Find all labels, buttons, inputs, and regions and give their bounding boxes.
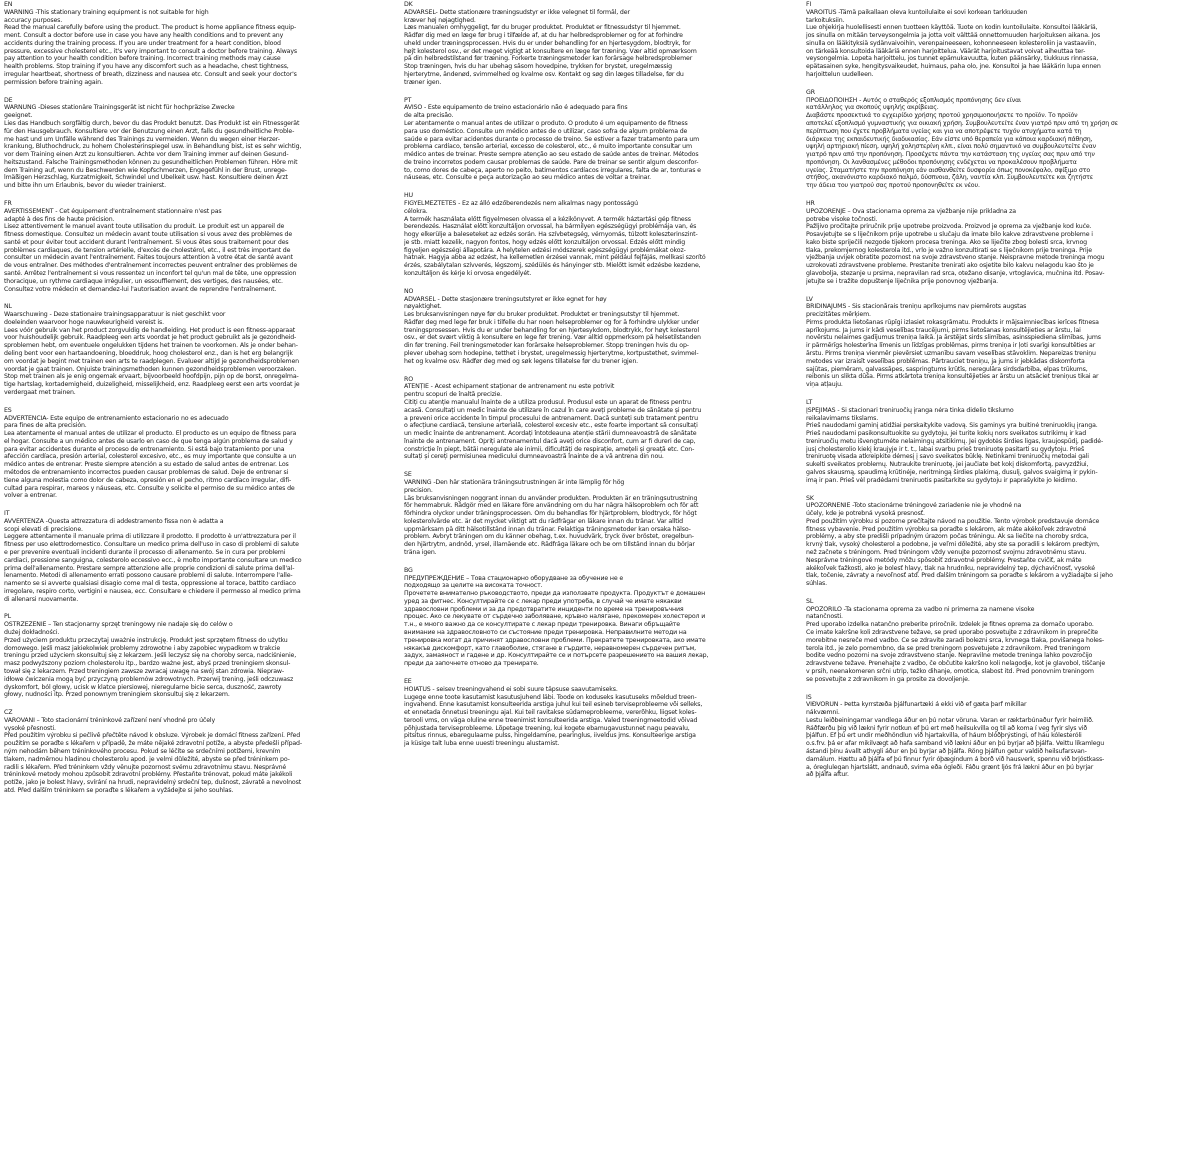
warning-section-hu [404,192,788,278]
warning-text-line: tował się z lekarzem. Przed treningiem zawsze zwracaj uwagę na swój stan zdrowia. Niepraw- [4,667,284,675]
warning-section-fr [4,200,388,293]
warning-text-line: santé. Arrêtez l'entraînement si vous ressentez un inconfort tel qu'un mal de tête, une oppression [4,270,297,277]
warning-text-line: tlakem, nadměrnou hladinou cholesterolu apod. je velmi důležité, abyste se před tréninkem po- [4,755,290,763]
warning-text-line: Pirms produkta lietošanas rūpīgi izlasiet rokasgrāmatu. Produkts ir mājsaimniecības ierīces fitnesa [806,318,1099,326]
warning-text-line: namento se si avverte qualsiasi disagio come mal di testa, oppressione al torace, battito cardiaco [4,580,296,588]
warning-section-lv [806,296,1190,389]
warning-text-line: på din helbredstilstand før træning. Forkerte træningsmetoder kan forårsage helbredsproblemer [404,55,693,63]
warning-text-line: Consultez votre médecin et demandez-lui l'autorisation avant de reprendre l'entraînement. [4,285,277,293]
warning-text-line: ĮSPĖJIMAS - Ši stacionari treniruočių įranga nėra tinka didelio tikslumo [806,406,1014,414]
warning-text-line: se posvetujte z zdravnikom in ga prosite za dovoljenje. [806,675,970,683]
language-code: LT [806,398,813,406]
warning-text-line: BRĪDINĀJUMS - Šis stacionārais treniņu aprīkojums nav piemērots augstas [806,303,1027,311]
warning-text-line: Læs manualen omhyggeligt, før du bruger produktet. Produktet er fitnessudstyr til hjemmet. [404,24,681,32]
warning-text-line: heitszustand. Falsche Trainingsmethoden können zu gesundheitlichen Problemen führen. Höre mit [4,158,298,166]
warning-text-line: dem Training auf, wenn du Beschwerden wie Kopfschmerzen, Engegefühl in der Brust, unrege- [4,166,287,174]
warning-text-line: Διαβάστε προσεκτικά το εγχειρίδιο χρήσης προτού χρησιμοποιήσετε το προϊόν. Το προϊόν [806,112,1078,120]
warning-text-line: treningu przed użyciem skonsultuj się z lekarzem. Jeśli leczysz się na choroby serca, nadciśnienie, [4,652,297,660]
warning-text-line: γιατρό πριν από την προπόνηση. Προσέχετε πάντα την κατάσταση της υγείας σας πριν από την [806,151,1095,159]
warning-text-line: głowy, nudności itp. Przed ponownym treningiem skonsultuj się z lekarzem. [4,691,230,699]
column-middle [404,1,788,758]
warning-text-line: hjerterytme, åndenød, svimmelhed og kvalme osv. Kontakt og søg din læges tilladelse, før du [404,71,684,79]
warning-text-line: damálum. Hættu að þjálfa ef þú finnur fyrir óþægindum á borð við hausverk, spennu við brjóstkass- [806,755,1105,763]
warning-text-line: процес. Ако се лекувате от сърдечно заболяване, кръвно налягане, прекомерен холестерол и [404,613,706,621]
warning-text-line: ingvahend. Enne kasutamist konsulteerida arstiga juhul kui teil esineb terviseprobleeme või selleks, [404,701,703,709]
warning-text-line: преди да започнете отново да тренирате. [404,660,539,668]
warning-text-line: bodite vedno pozorni na svoje zdravstveno stanje. Nepravilne metode treninga lahko povzročijo [806,652,1093,660]
warning-text-line: Posavjetujte se s liječnikom prije upotrebe u slučaju da imate bilo kakve zdravstvene probleme i [806,231,1093,239]
warning-text-line: Lies das Handbuch sorgfältig durch, bevor du das Produkt benutzt. Das Produkt ist ein Fitnessgerät [4,119,300,127]
warning-text-line: προπόνηση. Οι λανθασμένες μέθοδοι προπόνησης ενδέχεται να προκαλέσουν προβλήματα [806,158,1077,166]
warning-section-dk [404,1,788,87]
warning-text-line: Lugege enne toote kasutamist kasutusjuhend läbi. Toode on koduseks kasutuseks mõeldud treen- [404,693,697,701]
warning-text-line: treniruočių metu išvengtumėte nelaimingų atsitikimų. Jei gydotės širdies ligas, kraujospūdį, padidė- [806,437,1104,445]
warning-text-line: für den Hausgebrauch. Konsultiere vor der Benutzung einen Arzt, falls du gesundheitliche Proble- [4,127,295,135]
warning-text-line: a preveni orice accidente în timpul procesului de antrenament. Dacă sunteți sub tratament pentru [404,414,698,422]
warning-text-line: Nesprávne tréningové metódy môžu spôsobiť zdravotné problémy. Prestaňte cvičiť, ak máte [806,556,1082,564]
warning-text-line: santé et pour éviter tout accident durant l'entraînement. Si vous êtes sous traitement pour des [4,238,289,246]
warning-text-line: médico antes de treinar. Preste sempre atenção ao seu estado de saúde antes de treinar. Métodos [404,151,699,159]
warning-text-line: Lea atentamente el manual antes de utilizar el producto. El producto es un equipo de fitness para [4,430,297,438]
warning-text-line: para evitar accidentes durante el proceso de entrenamiento. Si está bajo tratamiento por una [4,445,285,453]
warning-text-line: de treino incorretos podem causar problemas de saúde. Pare de treinar se sentir algum desconfor- [404,158,699,166]
warning-text-line: здравословни проблеми и за да предотвратите инциденти по време на тренировъчния [404,605,684,613]
warning-text-line: geeignet. [4,112,33,120]
warning-text-line: metodes var izraisīt veselības problēmas. Pārtrauciet treniņu, ja jums ir jebkādas diskomforta [806,357,1085,365]
warning-text-line: pay attention to your health condition before training. Incorrect training methods may cause [4,55,281,63]
warning-text-line: sukelti sveikatos problemų. Nutraukite treniruotę, jei jaučiate bet kokį diskomfortą, pavyzdžiui, [806,461,1089,469]
warning-section-bg [404,567,788,668]
warning-text-line: érzés, szabálytalan szívverés, légszomj, szédülés és hányinger stb. Mielőtt ismét edzésbe kezdene, [404,262,701,270]
warning-text-line: het og kvalme osv. Rådfør deg med og søk legens tillatelse før du trener igjen. [404,357,638,365]
warning-text-line: Citiți cu atenție manualul înainte de a utiliza produsul. Produsul este un aparat de fitness pentru [404,398,691,406]
warning-text-line: VAROITUS -Tämä paikallaan oleva kuntoilulaite ei sovi korkean tarkkuuden [806,8,1028,16]
warning-text-line: nøyaktighet. [404,303,442,311]
warning-text-line: náuseas, etc. Consulte e peça autorização ao seu médico antes de voltar a treinar. [404,174,652,182]
warning-text-line: de alta precisão. [404,112,454,120]
warning-text-line: αποτελεί εξοπλισμό γυμναστικής για οικιακή χρήση. Συμβουλευτείτε έναν γιατρό πριν από τη χρήση σε [806,119,1118,127]
warning-text-line: adapté à des fins de haute précision. [4,215,115,223]
warning-text-line: Lue ohjekirja huolellisesti ennen tuotteen käyttöä. Tuote on kodin kuntoilulaite. Konsultoi lääkäriä, [806,24,1098,32]
warning-text-line: jetujte se i tražite dopuštenje liječnika prije ponovnog vježbanja. [806,277,998,285]
warning-text-line: fitness vybavenie. Pred použitím výrobku sa poraďte s lekárom, ak máte akékoľvek zdravotné [806,525,1087,533]
warning-text-line: el hogar. Consulte a un médico antes de usarlo en caso de que tenga algún problema de salud y [4,437,293,445]
warning-text-line: Před použitím výrobku si pečlivě přečtěte návod k obsluze. Výrobek je domácí fitness zařízení. Před [4,732,301,740]
warning-section-pl [4,613,388,699]
warning-text-line: reibonis un slikta dūša. Pirms atkārtota treniņa konsultējieties ar ārstu un atsāciet treniņus tikai ar [806,373,1099,381]
warning-text-line: irregolare, respiro corto, vertigini e nausea, ecc. Consultare e chiedere il permesso al medico prima [4,587,301,595]
warning-text-line: glavobolja, stezanje u prsima, nepravilan rad srca, otežano disanje, vrtoglavica, mučnina itd. Posav- [806,270,1105,277]
warning-text-line: veysongelmia. Lopeta harjoittelu, jos tunnet epämukavuutta, kuten päänsärky, tiukkuus rinnassa, [806,55,1099,63]
warning-text-line: on tärkeää konsultoida lääkäriä ennen harjoittelua. Väärät harjoitustavat voivat aiheuttaa ter- [806,47,1086,55]
warning-text-line: e per prevenire eventuali incidenti durante il processo di allenamento. Se in cura per problemi [4,549,286,556]
warning-text-line: súhlas. [806,580,827,588]
warning-text-line: vježbanja uvijek obratite pozornost na svoje zdravstveno stanje. Neispravne metode treninga mogu [806,254,1105,262]
warning-text-line: fitness domestique. Consultez un médecin avant toute utilisation si vous avez des problèmes de [4,231,293,239]
warning-text-line: ir pārmērīgs holesterīna līmenis un līdzīgas problēmas, pirms treniņa ir ļoti svarīgi konsultēties ar [806,342,1096,350]
warning-section-gr [806,89,1190,190]
warning-section-en [4,1,388,87]
warning-text-line: než začnete s tréningom. Pred tréningom vždy venujte pozornosť svojmu zdravotnému stavu. [806,549,1087,556]
warning-text-line: cardiaci, pressione sanguigna, colesterolo eccessivo ecc., è molto importante consultare un medico [4,556,302,564]
warning-text-line: hatnak. Hagyja abba az edzést, ha kellemetlen érzései vannak, mint például fejfájás, mellkasi szorító [404,254,706,262]
warning-text-line: pressure, excessive cholesterol etc., it's very important to consult a doctor before training. Always [4,47,297,55]
warning-section-ro [404,376,788,462]
warning-text-line: Waarschuwing - Deze stationaire trainingsapparatuur is niet geschikt voor [4,311,226,319]
warning-text-line: problem. Avbryt träningen om du känner obehag, t.ex. huvudvärk, tryck över bröstet, oregelbun- [404,533,694,541]
warning-text-line: ja küsige talt luba enne uuesti treeningu alustamist. [404,740,560,748]
warning-text-line: para fines de alta precisión. [4,422,87,430]
warning-text-line: di allenarsi nuovamente. [4,595,79,603]
warning-text-line: potíže, jako je bolest hlavy, svírání na hrudi, nepravidelný srdeční tep, dušnost, závratě a nevolnost [4,779,302,787]
warning-text-line: harjoittelun uudelleen. [806,71,874,79]
warning-text-line: verdergaat met trainen. [4,388,76,396]
warning-section-is [806,694,1190,780]
warning-text-line: WARNUNG -Dieses stationäre Trainingsgerät ist nicht für hochpräzise Zwecke [4,104,235,112]
warning-text-line: médico antes de entrenar. Preste siempre atención a su estado de salud antes de entrenar. Los [4,461,289,469]
language-code: GR [806,88,815,96]
warning-text-line: krvný tlak, vysoký cholesterol a podobne, je veľmi dôležité, aby ste sa poradili s lekárom predtým, [806,541,1100,549]
warning-text-line: treniruotę visada atkreipkite dėmesį į savo sveikatos būklę. Netinkami treniruočių metodai gali [806,453,1089,461]
warning-text-line: að þjálfa aftur. [806,771,849,779]
warning-text-line: kolesterolvärde etc. är det mycket viktigt att du rådfrågar en läkare innan du tränar. Var alltid [404,517,683,525]
warning-text-line: Leggere attentamente il manuale prima di utilizzare il prodotto. Il prodotto è un'attrezzatura per il [4,533,296,541]
warning-text-line: тренировка могат да причинят здравословни проблеми. Прекратете тренировката, ако имате [404,636,706,644]
warning-text-line: A termék használata előtt figyelmesen olvassa el a kézikönyvet. A termék háztartási gép fitness [404,215,691,223]
warning-section-cz [4,709,388,795]
warning-text-line: vor dem Training einen Arzt zu konsultieren. Achte vor dem Training immer auf deinen Gesund- [4,151,289,159]
warning-text-line: účely, kde je potrebná vysoká presnosť. [806,510,925,518]
warning-text-line: afección cardíaca, presión arterial, colesterol excesivo, etc., es muy importante que consulte a un [4,453,297,461]
warning-text-line: ATENȚIE - Acest echipament staționar de antrenament nu este potrivit [404,383,615,391]
warning-text-line: OSTRZEŻENIE – Ten stacjonarny sprzęt treningowy nie nadaje się do celów o [4,621,233,629]
warning-text-line: tarkoituksiin. [806,16,845,24]
warning-text-line: problema cardíaco, tensão arterial, excesso de colesterol, etc., é muito importante consultar um [404,143,692,151]
warning-text-line: din før trening. Feil treningsmetoder kan forårsake helseproblemer. Stopp treningen hvis du op- [404,342,689,350]
warning-text-line: някакъв дискомфорт, като главоболие, стягане в гърдите, неравномерен сърдечен ритъм, [404,644,697,652]
warning-text-line: ment. Consult a doctor before use in case you have any health conditions and to prevent any [4,32,284,40]
warning-text-line: VAROVÁNÍ – Toto stacionární tréninkové zařízení není vhodné pro účely [4,716,216,724]
warning-text-line: κατάλληλος για σκοπούς υψηλής ακρίβειας. [806,104,939,112]
warning-text-line: consulter un médecin avant l'entraînement. Faites toujours attention à votre état de santé avant [4,254,293,262]
warning-text-line: o afecțiune cardiacă, tensiune arterială, colesterol excesiv etc., este foarte important să consultați [404,422,698,430]
warning-text-line: scopi elevati di precisione. [4,525,83,533]
warning-text-line: para uso doméstico. Consulte um médico antes de o utilizar, caso sofra de algum problema de [404,127,688,135]
language-code: DE [4,96,13,104]
warning-text-line: použitím se poraďte s lékařem v případě, že máte nějaké zdravotní potíže, a abyste předešli případ- [4,740,302,748]
warning-section-se [404,471,788,557]
warning-text-line: FIGYELMEZTETÉS - Ez az álló edzőberendezés nem alkalmas nagy pontosságú [404,199,638,207]
warning-text-line: tlaka, prekomjernog kolesterola itd., vrlo je važno konzultirati se s liječnikom prije treninga. Prije [806,246,1092,254]
warning-text-line: tlak, točenie, závraty a nevoľnosť atď. Pred ďalším tréningom sa poraďte s lekárom a vyžiadajte si jeho [806,572,1113,580]
language-code: PL [4,613,11,621]
warning-text-line: a, óreglulegan hjartslátt, andnauð, svima eða ógleði. Fáðu grænt ljós frá lækni áður en þú byrjar [806,763,1094,771]
warning-text-line: pentru scopuri de înaltă precizie. [404,391,502,399]
warning-text-line: Če imate kakršne koli zdravstvene težave, se pred uporabo posvetujte z zdravnikom in preprečite [806,629,1098,637]
warning-text-line: pitsitus rinnus, ebaregulaarne pulss, hingeldamine, pearinglus, iiveldus jms. Konsulteerige arstiga [404,732,696,740]
language-code: LV [806,295,813,303]
warning-text-line: jos sinulla on mitään terveysongelmia ja jotta voit välttää onnettomuuden harjoituksen aikana. Jos [806,32,1101,40]
warning-text-line: cultad para respirar, mareos y náuseas, etc. Consulte y solicite el permiso de su médico antes de [4,484,295,492]
language-code: BG [404,566,413,574]
warning-text-line: põhjustada terviseprobleeme. Lõpetage treening, kui kogete ebamugavustunnet nagu peavalu, [404,724,690,732]
warning-text-line: sinulla on lääkityksiä sydänvaivoihin, verenpaineeseen, kohonneeseen kolesteroliin ja vastaaviin, [806,39,1097,47]
warning-text-line: Прочетете внимателно ръководството, преди да използвате продукта. Продуктът е домашен [404,590,706,598]
warning-text-line: lmäßigen Herzschlag, Kurzatmigkeit, Schwindel und Übelkeit usw. hast. Konsultiere deinen Arzt [4,174,288,182]
warning-text-line: jusį cholesterolio kiekį kraujyje ir t. t., labai svarbu prieš treniruotę pasitarti su gydytoju. Prieš [806,445,1085,453]
language-code: IT [4,510,10,518]
warning-text-line: v prsih, neenakomeren srčni utrip, težko dihanje, omotica, slabost itd. Pred ponovnim treningom [806,667,1094,675]
warning-text-line: imą ir pan. Prieš vėl pradėdami treniruotis pasitarkite su gydytoju ir paprašykite jo leidimo. [806,476,1078,484]
warning-text-line: terooli vms, on väga oluline enne treenimist konsulteerida arstiga. Valed treeningmeetodid võivad [404,716,698,724]
warning-text-line: akékoľvek ťažkosti, ako je bolesť hlavy, tlak na hrudníku, nepravidelný tep, dýchavičnosť, vysoké [806,564,1095,572]
warning-text-line: kako biste spriječili nezgode tijekom procesa treninga. Ako se liječite zbog bolesti srca, krvnog [806,238,1087,246]
warning-text-line: înainte de antrenament. Opriți antrenamentul dacă aveți orice disconfort, cum ar fi dureri de cap, [404,437,696,445]
warning-text-line: fitness per uso elettrodomestico. Consultare un medico prima dell'uso in caso di problemi di salute [4,541,299,549]
warning-text-line: sajūtas, piemēram, galvassāpes, saspringtums krūtīs, neregulāra sirdsdarbība, elpas trūkums, [806,365,1088,373]
warning-text-line: AVVERTENZA -Questa attrezzatura di addestramento fissa non è adatta a [4,517,224,525]
warning-text-line: treningsprosessen. Hvis du er under behandling for en hjertesykdom, blodtrykk, for høyt kolesterol [404,326,699,334]
warning-text-line: dużej dokładności. [4,629,60,637]
warning-text-line: tige hartslag, kortademigheid, duizeligheid, misselijkheid, enz. Raadpleeg eerst een arts voordat je [4,381,300,389]
warning-section-sl [806,598,1190,684]
warning-text-line: health problems. Stop training if you have any discomfort such as a headache, chest tightness, [4,63,289,71]
warning-text-line: uheld under træningsprocessen. Hvis du er under behandling for en hjertesygdom, blodtryk, for [404,39,691,47]
warning-text-line: ΠΡΟΕΙΔΟΠΟΙΗΣΗ - Αυτός ο σταθερός εξοπλισμός προπόνησης δεν είναι [806,96,1022,104]
warning-text-line: hogy elkerülje a baleseteket az edzés során. Ha szívbetegség, vérnyomás, túlzott koleszterinszint- [404,231,698,239]
language-code: HU [404,192,413,200]
warning-text-line: und bitte ihn um Erlaubnis, bevor du wieder trainierst. [4,182,166,190]
warning-text-line: Prieš naudodami gaminį atidžiai perskaitykite vadovą. Šis gaminys yra buitinė treniruoklių įranga. [806,422,1098,430]
warning-section-es [4,407,388,500]
warning-section-sk [806,495,1190,588]
warning-text-line: métodos de entrenamiento incorrectos pueden causar problemas de salud. Deje de entrenar si [4,468,289,476]
warning-text-line: Rådfør dig med en læge før brug i tilfælde af, at du har helbredsproblemer og for at forhindre [404,32,683,40]
warning-text-line: sproblemen hebt, om eventuele ongelukken tijdens het trainen te voorkomen. Als je onder behan- [4,342,298,350]
warning-text-line: figyeljen egészségi állapotára. A helytelen edzési módszerek egészségügyi problémákat okoz- [404,246,686,254]
warning-text-line: uppmärksam på ditt hälsotillstånd innan du tränar. Felaktiga träningsmetoder kan orsaka hälso- [404,525,691,533]
warning-text-line: UPOZORNENIE -Toto stacionárne tréningové zariadenie nie je vhodné na [806,502,1022,510]
warning-text-line: Stop træningen, hvis du har ubehag såsom hovedpine, trykken for brystet, uregelmæssig [404,63,673,71]
warning-text-line: krankung, Bluthochdruck, zu hohem Cholesterinspiegel usw. in Behandlung bist, ist es sehr wichtig, [4,143,302,151]
warning-section-pt [404,97,788,183]
warning-section-fi [806,1,1190,79]
warning-section-de [4,97,388,190]
language-code: PT [404,96,412,104]
warning-text-line: accuracy purposes. [4,16,63,24]
warning-text-line: viņa atļauju. [806,381,843,389]
language-code: IS [806,693,812,701]
warning-text-line: внимание на здравословното си състояние преди тренировка. Неправилните методи на [404,629,687,637]
warning-text-line: Lisez attentivement le manuel avant toute utilisation du produit. Le produit est un appareil de [4,223,285,231]
warning-text-line: ПРЕДУПРЕЖДЕНИЕ – Това стационарно оборудване за обучение не е [404,574,624,582]
warning-text-line: berendezés. Használat előtt konzultáljon orvossal, ha bármilyen egészségügyi problémája van, és [404,223,697,231]
warning-text-line: permission before training again. [4,78,103,86]
warning-text-line: kræver høj nøjagtighed. [404,16,476,24]
language-code: FI [806,1,812,8]
warning-text-line: konzultáljon és kérje ki orvosa engedélyét. [404,270,532,277]
warning-text-line: voor huishoudelijk gebruik. Raadpleeg een arts voordat je het product gebruikt als je gezondheid- [4,334,297,342]
warning-text-line: thoracique, un rythme cardiaque irrégulier, un essoufflement, des vertiges, des nausées, etc. [4,277,283,285]
warning-text-line: dyskomfort, ból głowy, ucisk w klatce piersiowej, nieregularne bicie serca, duszność, zawroty [4,683,282,691]
warning-text-line: διάρκεια της εκπαιδευτικής διαδικασίας. Εάν είστε υπό θεραπεία για κάποια καρδιακή πάθηση, [806,135,1093,143]
warning-text-line: domowego. Jeśli masz jakiekolwiek problemy zdrowotne i aby zapobiec wypadkom w trakcie [4,644,281,652]
language-code: SL [806,597,814,605]
warning-text-line: terola itd., je zelo pomembno, da se pred treningom posvetujete z zdravnikom. Pred treningom [806,644,1091,652]
warning-text-line: подходящо за целите на високата точност. [404,582,543,590]
warning-text-line: et ennetada õnnetusi treeningu ajal. Kui teil ravitakse südameprobleeme, vererõhku, liigset koles- [404,709,697,717]
warning-text-line: prima dell'allenamento. Prestare sempre attenzione alle proprie condizioni di salute prima dell'al- [4,564,295,572]
warning-text-line: ADVARSEL - Dette stasjonære treningsutstyret er ikke egnet for høy [404,295,607,303]
language-code: SK [806,494,814,502]
warning-text-line: Pred uporabo izdelka natančno preberite priročnik. Izdelek je fitnes oprema za domačo uporabo. [806,621,1094,629]
warning-text-line: Lestu leiðbeiningarnar vandlega áður en þú notar vöruna. Varan er ræktarbúnaður fyrir heimilið. [806,716,1094,724]
warning-text-line: me hast und um Unfälle während des Trainings zu vermeiden. Wenn du wegen einer Herzer- [4,135,280,143]
warning-text-line: Prieš naudodami pasikonsultuokite su gydytoju, jei turite kokių nors sveikatos sutrikimų ir kad [806,430,1087,438]
warning-text-line: precizitātes mērķiem. [806,311,871,319]
language-code: EN [4,1,13,8]
warning-text-line: Lees vóór gebruik van het product zorgvuldig de handleiding. Het product is een fitness-apparaat [4,326,296,334]
warning-text-line: Ráðfærðu þig við lækni fyrir notkun ef þú ert með heilsukvilla og til að koma í veg fyrir slys við [806,724,1088,732]
warning-section-nl [4,303,388,396]
warning-text-line: VIÐVÖRUN - Þetta kyrrstæða þjálfunartæki á ekki við ef gæta þarf mikillar [806,701,1027,709]
warning-text-line: т.н., е много важно да се консултирате с лекар преди тренировка. Винаги обръщайте [404,621,680,629]
warning-text-line: accidents during the training process. If you are under treatment for a heart condition, blood [4,39,281,47]
warning-text-line: irregular heartbeat, shortness of breath, dizziness and nausea etc. Consult and seek your doctor's [4,71,297,79]
warning-text-line: radili s lékařem. Před tréninkem vždy věnujte pozornost svému zdravotnímu stavu. Nesprávné [4,763,287,771]
warning-text-line: Ler atentamente o manual antes de utilizar o produto. O produto é um equipamento de fitness [404,119,688,127]
warning-text-line: epätasainen syke, hengitysvaikeudet, huimaus, paha olo, jne. Konsultoi ja hae lääkärin lupa ennen [806,63,1101,71]
warning-text-line: VARNING -Den här stationära träningsutrustningen är inte lämplig för hög [404,478,625,486]
warning-text-line: aprīkojums. Ja jums ir kādi veselības traucējumi, pirms lietošanas konsultējieties ar ārstu, lai [806,326,1081,334]
warning-text-line: zdravstvene težave. Prenehajte z vadbo, če občutite kakršno koli nelagodje, kot je glavobol, tiščanje [806,660,1106,668]
warning-section-no [404,288,788,366]
language-code: FR [4,199,12,207]
column-left [4,1,388,805]
warning-text-line: Les bruksanvisningen nøye før du bruker produktet. Produktet er treningsutstyr til hjemmet. [404,311,680,319]
warning-text-line: την άδεια του γιατρού σας προτού προπονηθείτε εκ νέου. [806,182,980,190]
warning-text-line: περίπτωση που έχετε προβλήματα υγείας και για να αποτρέψετε τυχόν ατυχήματα κατά τη [806,127,1082,135]
language-code: NL [4,303,12,311]
warning-text-line: højt kolesterol osv., er det meget vigtigt at konsultere en læge før træning. Vær altid opmærksom [404,47,697,55]
warning-text-line: уред за фитнес. Консултирайте се с лекар преди употреба, в случай че имате някакви [404,597,682,605]
warning-text-line: acasă. Consultați un medic înainte de utilizare în cazul în care aveți probleme de sănătate și pentru [404,406,702,414]
language-code: SE [404,471,412,479]
warning-text-line: tréninkové metody mohou způsobit zdravotní problémy. Přestaňte trénovat, pokud máte jakékoli [4,771,293,779]
warning-text-line: OPOZORILO -Ta stacionarna oprema za vadbo ni primerna za namene visoke [806,605,1035,613]
warning-text-line: Pred použitím výrobku si pozorne prečítajte návod na použitie. Tento výrobok predstavuje domáce [806,517,1100,525]
warning-text-line: förhindra olyckor under träningsprocessen. Om du behandlas för hjärtproblem, blodtryck, för högt [404,510,697,518]
warning-text-line: idłowe ćwiczenia mogą być przyczyną problemów zdrowotnych. Przerwij trening, jeśli odczuwasz [4,675,294,683]
warning-text-line: þjálfun. Ef þú ert undir meðhöndlun við hjartakvilla, of háum blóðþrýstingi, of háu kólesteróli [806,732,1082,740]
warning-text-line: morebitne nesreče med vadbo. Če se zdravite zaradi bolezni srca, krvnega tlaka, povišanega holes- [806,636,1104,644]
warning-text-line: reikalavimams tikslams. [806,414,879,422]
warning-text-line: precision. [404,486,433,494]
warning-text-line: problémy, a aby ste predišli prípadným úrazom počas tréningu. Ak sa liečite na choroby srdca, [806,533,1089,541]
warning-text-line: Pažljivo pročitajte priručnik prije upotrebe proizvoda. Proizvod je oprema za vježbanje kod kuće. [806,223,1092,231]
warning-text-line: atd. Před dalším tréninkem se poraďte s lékařem a vyžádejte si jeho souhlas. [4,786,234,794]
language-code: DK [404,1,413,8]
warning-text-line: vysoké přesnosti. [4,724,56,732]
warning-text-line: AVERTISSEMENT - Cet équipement d'entraînement stationnaire n'est pas [4,207,222,215]
language-code: RO [404,375,413,383]
column-right [806,1,1190,789]
warning-text-line: doeleinden waarvoor hoge nauwkeurigheid vereist is. [4,318,164,326]
warning-text-line: AVISO - Este equipamento de treino estacionário não é adequado para fins [404,104,628,112]
warning-text-line: задух, замаяност и гадене и др. Консултирайте се и потърсете разрешението на вашия лекар, [404,652,709,660]
warning-text-line: UPOZORENJE – Ova stacionarna oprema za vježbanje nije prikladna za [806,207,1016,215]
warning-text-line: constricție în piept, bătăi neregulate ale inimii, dificultăți de respirație, amețeli și greață etc. Con- [404,445,695,453]
warning-text-line: υγείας. Σταματήστε την προπόνηση εάν αισθανθείτε δυσφορία όπως πονοκέφαλο, σφίξιμο στο [806,166,1091,174]
warning-text-line: ným nehodám během tréninkového procesu. Pokud se léčíte se srdečními potížemi, krevním [4,747,281,755]
warning-text-line: galvos skausmą, spaudimą krūtinėje, neritmingą širdies plakimą, dusulį, galvos svaigimą ir pykin- [806,468,1098,476]
warning-text-line: uzrokovati zdravstvene probleme. Prestanite trenirati ako osjetite bilo kakvu nelagodu kao što je [806,262,1094,270]
warning-text-line: Read the manual carefully before using the product. The product is home appliance fitness equip- [4,24,297,32]
warning-text-line: lenamento. Metodi di allenamento errati possono causare problemi di salute. Interrompere l'alle- [4,572,293,580]
warning-text-line: problèmes cardiaques, de tension artérielle, d'excès de cholestérol, etc., il est très important de [4,246,291,254]
warning-text-line: træner igen. [404,78,442,86]
language-code: CZ [4,709,13,717]
warning-text-line: je stb. miatt kezelik, nagyon fontos, hogy edzés előtt konzultáljon orvossal. Edzés előtt mindig [404,238,686,246]
warning-text-line: ADVARSEL- Dette stationære træningsudstyr er ikke velegnet til formål, der [404,8,630,16]
warning-text-line: natančnosti. [806,613,843,621]
warning-text-line: υψηλή αρτηριακή πίεση, υψηλή χοληστερίνη κλπ., είναι πολύ σημαντικό να συμβουλευτείτε έναν [806,143,1096,151]
warning-text-line: HOIATUS - seisev treeningvahend ei sobi suure täpsuse saavutamiseks. [404,685,618,693]
warning-text-line: träna igen. [404,549,437,556]
warning-text-line: volver a entrenar. [4,492,57,500]
warning-text-line: potrebe visoke točnosti. [806,215,878,223]
warning-text-line: un medic înainte de antrenament. Acordați întotdeauna atenție stării dumneavoastră de sănătate [404,430,697,438]
language-code: ES [4,406,12,414]
warning-text-line: Läs bruksanvisningen noggrant innan du använder produkten. Produkten är en träningsutrustning [404,494,698,502]
warning-text-line: ADVERTENCIA- Este equipo de entrenamiento estacionario no es adecuado [4,414,229,422]
warning-text-line: för hemmabruk. Rådgör med en läkare före användning om du har några hälsoproblem och för att [404,502,699,510]
warning-text-line: om voordat je begint met trainen een arts te raadplegen. Evalueer altijd je gezondheidsproblemen [4,357,299,365]
warning-text-line: saúde e para evitar acidentes durante o processo de treino. Se estiver a fazer tratamento para um [404,135,700,143]
warning-text-line: de vous entraîner. Des méthodes d'entraînement incorrectes peuvent entraîner des problèmes de [4,262,298,270]
warning-text-line: sultați și cereți permisiunea medicului dumneavoastră înainte de a vă antrena din nou. [404,453,664,461]
warning-text-line: Rådfør deg med lege før bruk i tilfelle du har noen helseproblemer og for å forhindre ulykker under [404,318,699,326]
warning-section-ee [404,678,788,748]
warning-section-it [4,510,388,603]
warning-text-line: to, como dores de cabeça, aperto no peito, batimentos cardíacos irregulares, falta de ar, tonturas e [404,166,701,174]
warning-text-line: deling bent voor een hartaandoening, bloeddruk, hoog cholesterol enz., dan is het erg belangrijk [4,350,293,358]
warning-text-line: masz podwyższony poziom cholesterolu itp., bardzo ważne jest, abyś przed treningiem skonsul- [4,660,291,668]
warning-text-line: novērstu nelaimes gadījumus treniņa laikā. Ja ārstējat sirds slimības, asinsspiediena slimības, jums [806,334,1101,342]
warning-text-line: tiene alguna molestia como dolor de cabeza, opresión en el pecho, ritmo cardíaco irregular, difi- [4,476,292,484]
warning-text-line: o.s.frv. þá er afar mikilvægt að hafa samband við lækni áður en þú byrjar að þjálfa. Veittu líkamlegu [806,740,1105,748]
warning-section-lt [806,399,1190,485]
warning-text-line: Stop met trainen als je enig ongemak ervaart, bijvoorbeeld hoofdpijn, pijn op de borst, onregelma- [4,373,299,381]
warning-text-line: voordat je gaat trainen. Onjuiste trainingsmethoden kunnen gezondheidsproblemen veroorzaken. [4,365,297,373]
warning-text-line: nákvæmni. [806,709,840,717]
warning-text-line: στήθος, ακανόνιστο καρδιακό παλμό, δύσπνοια, ζάλη, ναυτία κλπ. Συμβουλευτείτε και ζητήστε [806,174,1093,182]
warning-text-line: célokra. [404,207,428,215]
warning-section-hr [806,200,1190,286]
warning-text-line: den hjärtrytm, andnöd, yrsel, illamående etc. Rådfråga läkare och be om tillstånd innan du börjar [404,541,695,549]
language-code: EE [404,677,412,685]
warning-text-line: plever ubehag som hodepine, tetthet i brystet, uregelmessig hjerterytme, kortpustethet, svimmel- [404,350,699,358]
language-code: NO [404,287,414,295]
warning-text-line: Przed użyciem produktu przeczytaj uważnie instrukcję. Produkt jest sprzętem fitness do użytku [4,636,288,644]
warning-text-line: ástandi þínu ávallt athygli áður en þú byrjar að þjálfa. Röng þjálfun getur valdið heilsufarsvan- [806,747,1087,755]
warning-text-line: ārstu. Pirms treniņa vienmēr pievērsiet uzmanību savam veselības stāvoklim. Nepareizas treniņu [806,350,1096,358]
warning-text-line: WARNING -This stationary training equipment is not suitable for high [4,8,209,16]
language-code: HR [806,199,815,207]
warning-text-line: osv., er det svært viktig å konsultere en lege før trening. Vær alltid oppmerksom på helsetilstanden [404,334,701,342]
